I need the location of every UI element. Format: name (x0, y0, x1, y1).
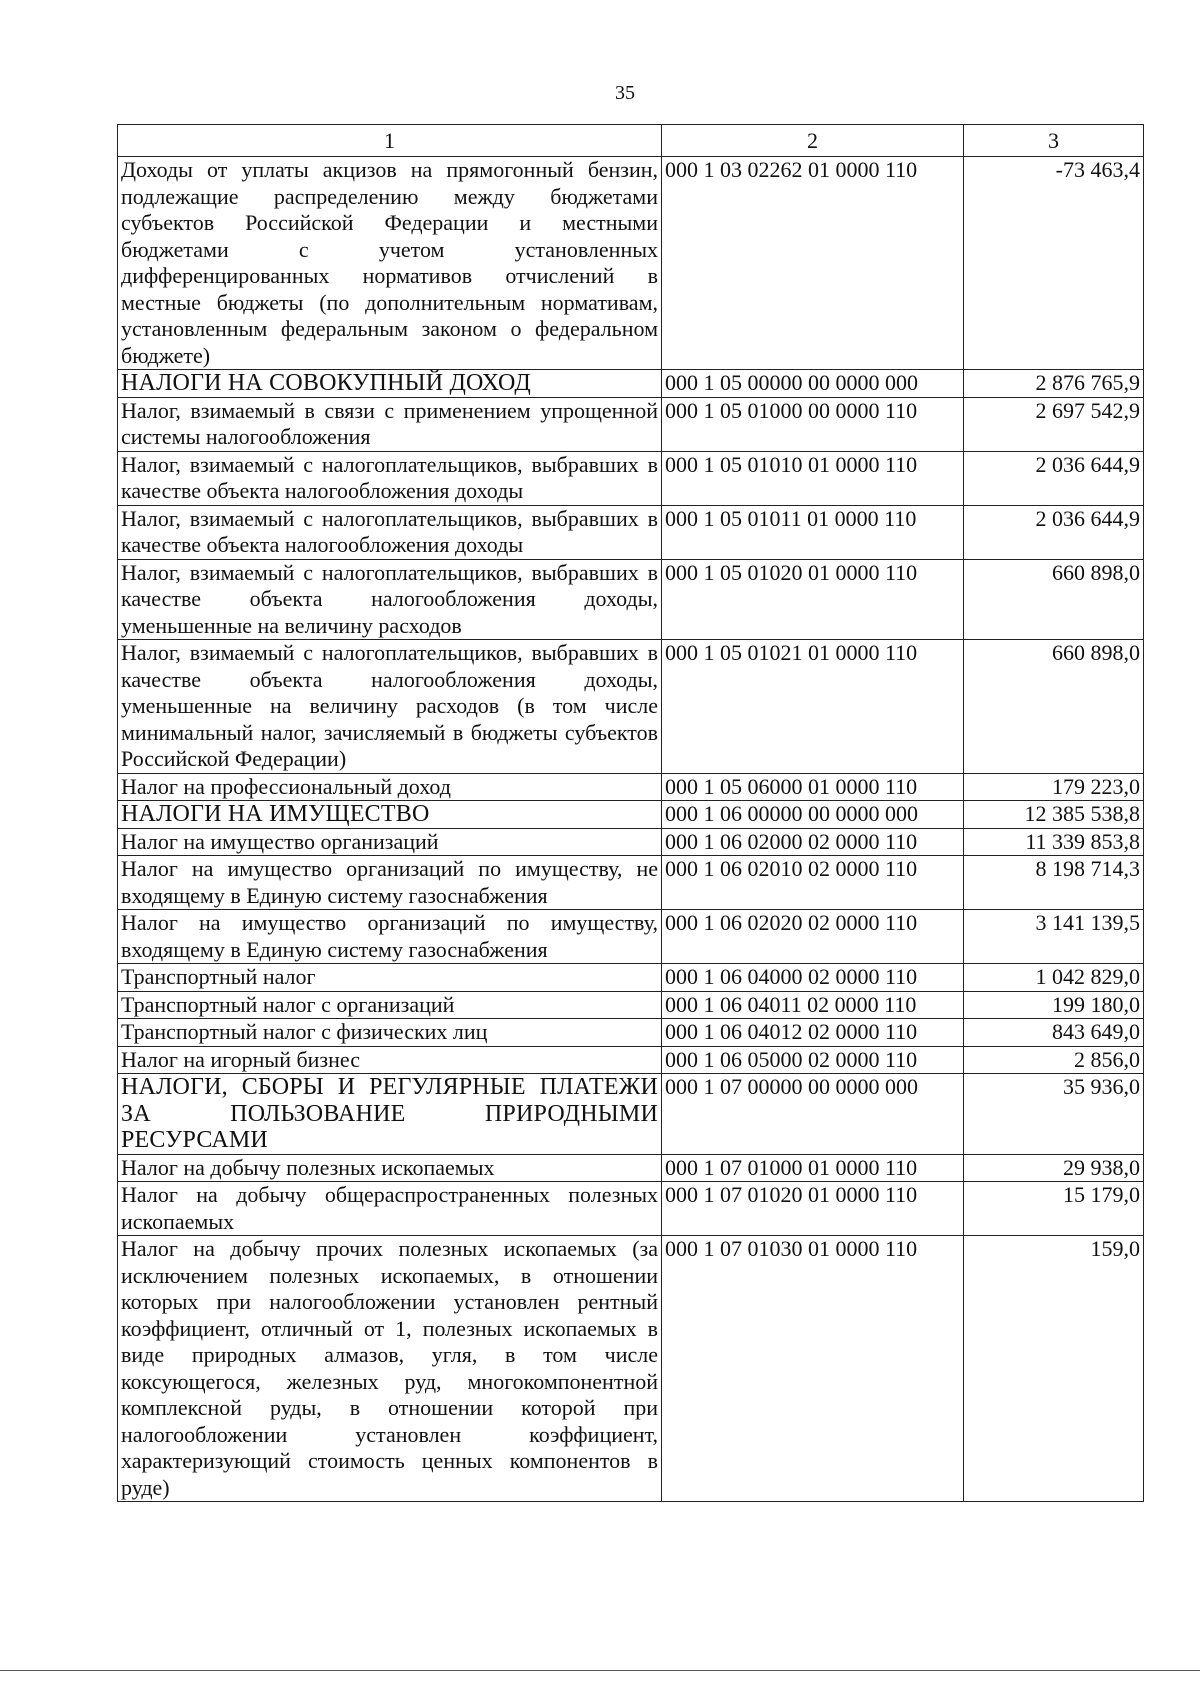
row-code-cell: 000 1 05 01011 01 0000 110 (662, 505, 964, 559)
row-code-cell: 000 1 06 05000 02 0000 110 (662, 1046, 964, 1074)
table-row (118, 157, 1144, 370)
row-name-cell: Налог на добычу общераспространенных полезных ископаемых (118, 1182, 662, 1236)
row-amount-cell: 660 898,0 (964, 640, 1144, 774)
table-row (118, 773, 1144, 801)
table-row (118, 801, 1144, 829)
table-row (118, 828, 1144, 856)
row-amount-cell: 2 036 644,9 (964, 451, 1144, 505)
table-row (118, 397, 1144, 451)
row-code-cell: 000 1 06 00000 00 0000 000 (662, 801, 964, 829)
row-amount-cell: -73 463,4 (964, 157, 1144, 370)
row-amount-cell: 2 036 644,9 (964, 505, 1144, 559)
table-row (118, 559, 1144, 640)
row-name-cell: НАЛОГИ, СБОРЫ И РЕГУЛЯРНЫЕ ПЛАТЕЖИ ЗА ПОЛЬЗОВАНИЕ ПРИРОДНЫМИ РЕСУРСАМИ (118, 1074, 662, 1155)
table-row (118, 1182, 1144, 1236)
row-code-cell: 000 1 05 01000 00 0000 110 (662, 397, 964, 451)
row-code-cell: 000 1 05 01010 01 0000 110 (662, 451, 964, 505)
row-code-cell: 000 1 06 02010 02 0000 110 (662, 856, 964, 910)
table-row (118, 856, 1144, 910)
row-code-cell: 000 1 05 01020 01 0000 110 (662, 559, 964, 640)
column-header-name: 1 (118, 125, 662, 157)
table-row (118, 910, 1144, 964)
column-header-amount: 3 (964, 125, 1144, 157)
table-row (118, 1019, 1144, 1047)
row-amount-cell: 1 042 829,0 (964, 964, 1144, 992)
row-name-cell: Доходы от уплаты акцизов на прямогонный бензин, подлежащие распределению между бюджетами субъектов Российской Федерации и местными бюджетами с учетом установленных дифференцированных нормативов отчислений в местные бюджеты (по дополнительным нормативам, установленным федеральным законом о федеральном бюджете) (118, 157, 662, 370)
row-amount-cell: 159,0 (964, 1236, 1144, 1502)
row-name-cell: Транспортный налог (118, 964, 662, 992)
row-amount-cell: 2 697 542,9 (964, 397, 1144, 451)
row-name-cell: Налог на профессиональный доход (118, 773, 662, 801)
table-row (118, 964, 1144, 992)
row-name-cell: Транспортный налог с физических лиц (118, 1019, 662, 1047)
row-name-cell: Налог на имущество организаций (118, 828, 662, 856)
row-amount-cell: 660 898,0 (964, 559, 1144, 640)
row-amount-cell: 12 385 538,8 (964, 801, 1144, 829)
row-code-cell: 000 1 05 01021 01 0000 110 (662, 640, 964, 774)
row-code-cell: 000 1 06 04011 02 0000 110 (662, 991, 964, 1019)
row-name-cell: Налог на имущество организаций по имуществу, не входящему в Единую систему газоснабжения (118, 856, 662, 910)
row-amount-cell: 179 223,0 (964, 773, 1144, 801)
budget-revenue-table (117, 124, 1144, 1502)
row-amount-cell: 2 876 765,9 (964, 370, 1144, 398)
table-row (118, 991, 1144, 1019)
row-code-cell: 000 1 07 01030 01 0000 110 (662, 1236, 964, 1502)
table-header-row (118, 125, 1144, 157)
row-code-cell: 000 1 06 04000 02 0000 110 (662, 964, 964, 992)
row-code-cell: 000 1 05 06000 01 0000 110 (662, 773, 964, 801)
row-code-cell: 000 1 07 01000 01 0000 110 (662, 1154, 964, 1182)
row-name-cell: Налог на добычу прочих полезных ископаемых (за исключением полезных ископаемых, в отношении которых при налогообложении установлен рентный коэффициент, отличный от 1, полезных ископаемых в виде природных алмазов, угля, в том числе коксующегося, железных руд, многокомпонентной комплексной руды, в отношении которой при налогообложении установлен коэффициент, характеризующий стоимость ценных компонентов в руде) (118, 1236, 662, 1502)
table-row (118, 451, 1144, 505)
table-row (118, 370, 1144, 398)
row-name-cell: НАЛОГИ НА ИМУЩЕСТВО (118, 801, 662, 829)
row-code-cell: 000 1 06 02000 02 0000 110 (662, 828, 964, 856)
row-name-cell: Налог, взимаемый с налогоплательщиков, выбравших в качестве объекта налогообложения доходы, уменьшенные на величину расходов (в том числе минимальный налог, зачисляемый в бюджеты субъектов Российской Федерации) (118, 640, 662, 774)
table-row (118, 1074, 1144, 1155)
row-name-cell: Налог, взимаемый с налогоплательщиков, выбравших в качестве объекта налогообложения доходы (118, 451, 662, 505)
row-amount-cell: 8 198 714,3 (964, 856, 1144, 910)
row-amount-cell: 3 141 139,5 (964, 910, 1144, 964)
row-name-cell: Транспортный налог с организаций (118, 991, 662, 1019)
row-name-cell: НАЛОГИ НА СОВОКУПНЫЙ ДОХОД (118, 370, 662, 398)
row-amount-cell: 29 938,0 (964, 1154, 1144, 1182)
row-code-cell: 000 1 05 00000 00 0000 000 (662, 370, 964, 398)
table-row (118, 1154, 1144, 1182)
row-code-cell: 000 1 03 02262 01 0000 110 (662, 157, 964, 370)
row-code-cell: 000 1 06 02020 02 0000 110 (662, 910, 964, 964)
row-name-cell: Налог на добычу полезных ископаемых (118, 1154, 662, 1182)
row-code-cell: 000 1 07 00000 00 0000 000 (662, 1074, 964, 1155)
page-number: 35 (615, 82, 635, 104)
table-row (118, 505, 1144, 559)
table-row (118, 1236, 1144, 1502)
row-name-cell: Налог на имущество организаций по имуществу, входящему в Единую систему газоснабжения (118, 910, 662, 964)
row-name-cell: Налог на игорный бизнес (118, 1046, 662, 1074)
row-amount-cell: 2 856,0 (964, 1046, 1144, 1074)
table-row (118, 640, 1144, 774)
row-code-cell: 000 1 07 01020 01 0000 110 (662, 1182, 964, 1236)
row-amount-cell: 843 649,0 (964, 1019, 1144, 1047)
row-name-cell: Налог, взимаемый с налогоплательщиков, выбравших в качестве объекта налогообложения доходы (118, 505, 662, 559)
footer-divider (0, 1670, 1200, 1671)
row-amount-cell: 199 180,0 (964, 991, 1144, 1019)
row-amount-cell: 11 339 853,8 (964, 828, 1144, 856)
row-name-cell: Налог, взимаемый с налогоплательщиков, выбравших в качестве объекта налогообложения доходы, уменьшенные на величину расходов (118, 559, 662, 640)
row-name-cell: Налог, взимаемый в связи с применением упрощенной системы налогообложения (118, 397, 662, 451)
column-header-code: 2 (662, 125, 964, 157)
row-amount-cell: 15 179,0 (964, 1182, 1144, 1236)
row-code-cell: 000 1 06 04012 02 0000 110 (662, 1019, 964, 1047)
row-amount-cell: 35 936,0 (964, 1074, 1144, 1155)
table-row (118, 1046, 1144, 1074)
